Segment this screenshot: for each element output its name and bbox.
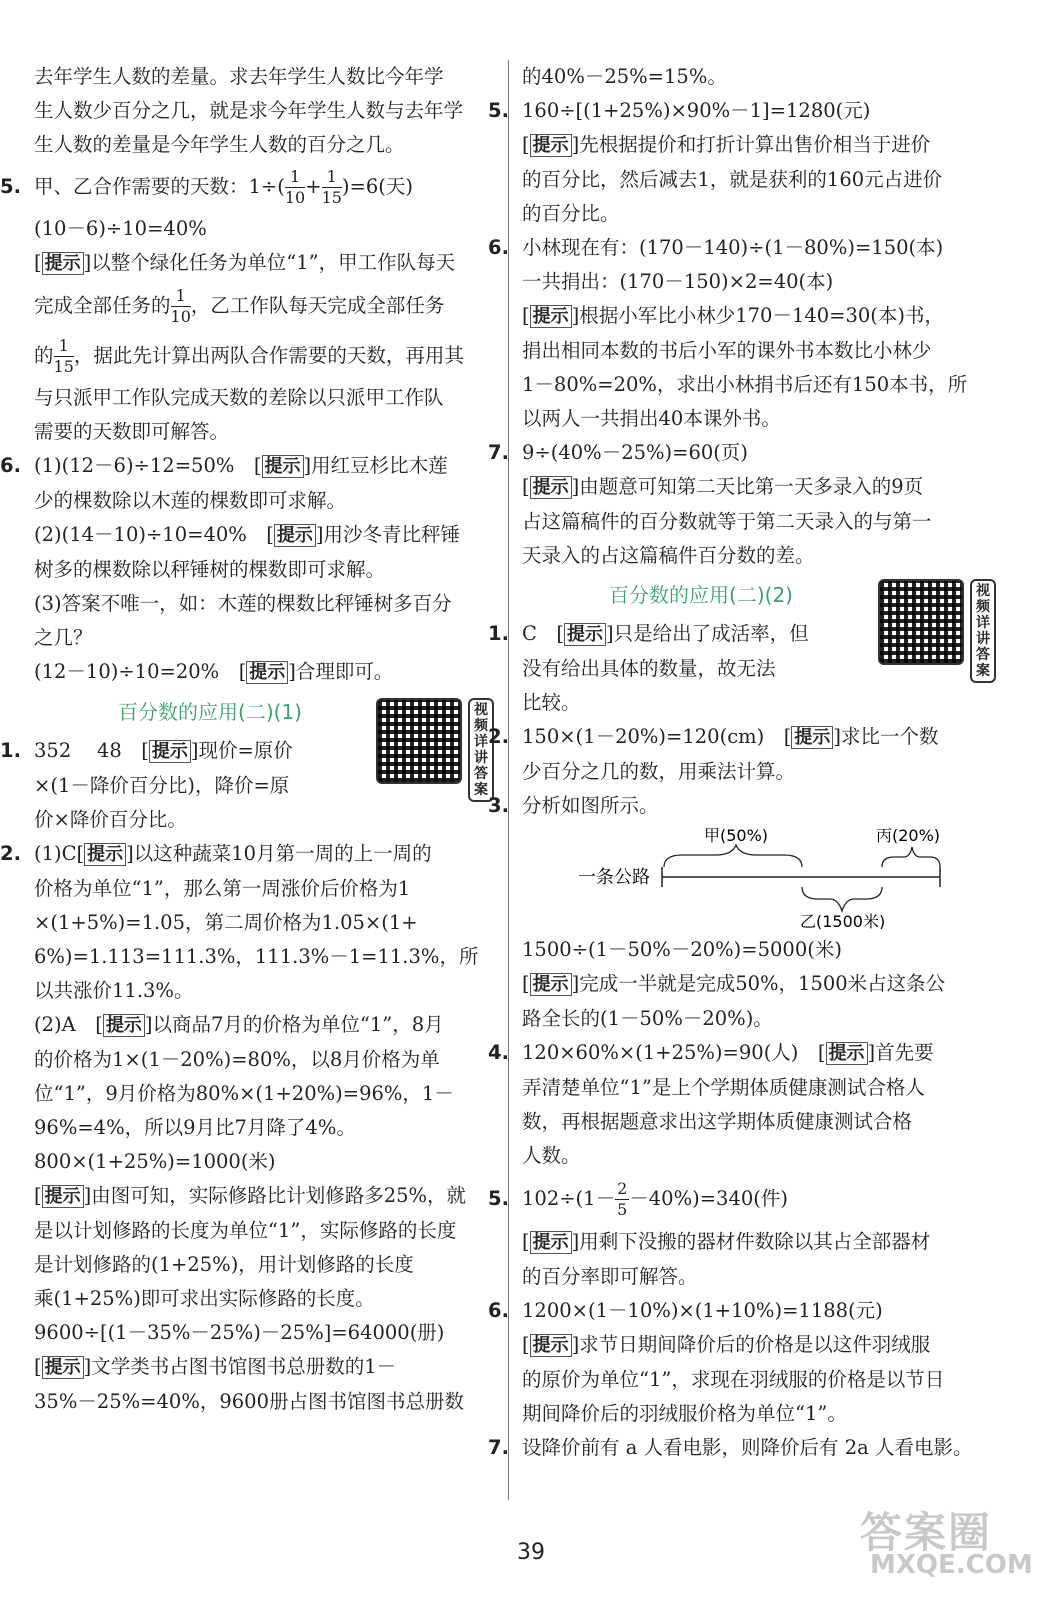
t2-line: 2. 150×(1－20%)=120(cm) [ 提示 ]求比一个数 [522,720,1000,755]
text-line: 35%－25%=40%，9600册占图书馆图书总册数 [34,1390,464,1413]
fraction: $\frac{1}{15}$ [53,336,74,376]
hint-label: 提示 [564,623,606,646]
text-line: 少的棵数除以木莲的棵数即可求解。 [34,489,347,512]
hint-line: [ 提示 ]由图可知，实际修路比计划修路多25%，就 [34,1184,467,1207]
hint-label: 提示 [530,1334,572,1357]
watermark-logo: 答案圈 [860,1508,993,1557]
item-number: 5. [488,1187,509,1210]
item-number: 5. [488,99,509,122]
text-line: 6%)=1.113=111.3%，111.3%－1=11.3%，所 [34,945,479,968]
qr-caption: 视频详讲答案 [468,698,494,802]
hint-line: 的 $\frac{1}{15}$ ，据此先计算出两队合作需要的天数，再用其 [34,336,464,376]
hint-line: [ 提示 ]先根据提价和打折计算出售价相当于进价 [522,133,931,156]
diagram-jia-label: 甲(50%) [704,826,769,845]
text-line: 价×降价百分比。 [34,808,187,831]
hint-line: [ 提示 ]根据小军比小林少170－140=30(本)书， [522,304,945,327]
s2-line: (2)A [ 提示 ]以商品7月的价格为单位“1”，8月 [34,1013,444,1036]
text-line: 以共涨价11.3%。 [34,979,194,1002]
hint-line: [ 提示 ]完成一半就是完成50%，1500米占这条公 [522,972,946,995]
text-line: 比较。 [522,691,581,714]
text-line: 以两人一共捐出40本课外书。 [522,407,781,430]
hint-line: [ 提示 ]以整个绿化任务为单位“1”，甲工作队每天 [34,251,456,274]
item-number: 4. [488,1041,509,1064]
text-line: 没有给出具体的数量，故无法 [522,657,776,680]
hint-label: 提示 [262,455,304,478]
text-line: 位“1”，9月价格为80%×(1+20%)=96%，1－ [34,1082,454,1105]
t5-line: 5. 102÷(1－ $\frac{2}{5}$ －40%)=340(件) [522,1173,1000,1225]
item-number: 5. [0,175,21,198]
text-line: 树多的棵数除以秤锤树的棵数即可求解。 [34,558,386,581]
diagram-bing-label: 丙(20%) [876,826,941,845]
s1-line: 1. 352 48 [ 提示 ]现价=原价 [34,734,366,769]
text-line: (10－6)÷10=40% [34,217,207,240]
hint-label: 提示 [103,1014,145,1037]
text: 甲、乙合作需要的天数：1÷( [34,175,285,198]
brace-yi [802,887,882,911]
fraction: $\frac{1}{15}$ [321,167,342,207]
hint-label: 提示 [149,740,191,763]
text-line: 的百分比，然后减去1，就是获利的160元占进价 [522,168,943,191]
hint-label: 提示 [530,973,572,996]
hint-line: [ 提示 ]由题意可知第二天比第一天多录入的9页 [522,475,924,498]
item-number: 1. [488,622,509,645]
road-diagram [522,823,1000,933]
text-line: 一共捐出：(170－150)×2=40(本) [522,270,834,293]
text: + [305,175,322,198]
r6-line: 6. 小林现在有：(170－140)÷(1－80%)=150(本) [522,231,1000,265]
text-line: 生人数的差量是今年学生人数的百分之几。 [34,133,405,156]
text-line: 数，再根据题意求出这学期体质健康测试合格 [522,1110,913,1133]
t6-line: 6. 1200×(1－10%)×(1+10%)=1188(元) [522,1294,1000,1328]
text-line: 是以计划修路的长度为单位“1”，实际修路的长度 [34,1219,457,1242]
road-diagram-svg [522,823,1000,933]
item-number: 2. [0,842,21,865]
qr-code-icon[interactable] [878,579,964,665]
text-line: 占这篇稿件的百分数就等于第二天录入的与第一 [522,510,932,533]
text-line: 的百分率即可解答。 [522,1265,698,1288]
section-title: 百分数的应用(二)(1) [118,700,302,724]
fraction: $\frac{1}{10}$ [284,167,306,207]
t4-line: 4. 120×60%×(1+25%)=90(人) [ 提示 ]首先要 [522,1036,1000,1071]
text-line: 9600÷[(1－35%－25%)－25%]=64000(册) [34,1321,445,1344]
text-line: 乘(1+25%)即可求出实际修路的长度。 [34,1287,375,1310]
text-line: 的原价为单位“1”，求现在羽绒服的价格是以节日 [522,1368,945,1391]
text-line: 之几？ [34,626,93,649]
text-line: 生人数少百分之几，就是求今年学生人数与去年学 [34,99,464,122]
fraction: $\frac{2}{5}$ [617,1179,628,1219]
text-line: 是计划修路的(1+25%)，用计划修路的长度 [34,1253,414,1276]
q5-line [0,162,496,212]
hint-label: 提示 [246,661,288,684]
hint-label: 提示 [42,1356,84,1379]
column-divider [508,60,509,1500]
brace-bing [882,847,940,867]
text-line: 800×(1+25%)=1000(米) [34,1150,276,1173]
hint-label: 提示 [530,305,572,328]
text-line: 捐出相同本数的书后小军的课外书本数比小林少 [522,339,932,362]
item-number: 2. [488,725,509,748]
text-line: 期间降价后的羽绒服价格为单位“1”。 [522,1402,847,1425]
t3-line: 3. 分析如图所示。 [522,789,1000,823]
text-line: ×(1+5%)=1.05，第二周价格为1.05×(1+ [34,911,418,934]
item-number: 3. [488,794,509,817]
t1-line: 1. C [ 提示 ]只是给出了成活率，但 [522,617,860,652]
r5-line: 5. 160÷[(1+25%)×90%－1]=1280(元) [522,94,1000,128]
watermark-url: MXQE.COM [870,1550,1033,1580]
brace-jia [664,845,802,867]
qr-code-icon[interactable] [376,698,462,784]
hint-label: 提示 [791,726,833,749]
section-title: 百分数的应用(二)(2) [609,583,793,607]
hint-label: 提示 [530,134,572,157]
text-line: 的百分比。 [522,202,620,225]
left-column [0,60,496,1419]
hint-label: 提示 [530,1231,572,1254]
text-line: 96%=4%，所以9月比7月降了4%。 [34,1116,356,1139]
item-number: 6. [0,454,21,477]
hint-line: 完成全部任务的 $\frac{1}{10}$ ，乙工作队每天完成全部任务 [34,286,445,326]
qr-caption: 视频详讲答案 [970,579,996,683]
hint-label: 提示 [826,1042,868,1065]
text-line: 1－80%=20%，求出小林捐书后还有150本书，所 [522,373,968,396]
text: )=6(天) [341,175,413,198]
text-line: 弄清楚单位“1”是上个学期体质健康测试合格人 [522,1076,925,1099]
text-line: 去年学生人数的差量。求去年学生人数比今年学 [34,65,444,88]
hint-line: [ 提示 ]用剩下没搬的器材件数除以其占全部器材 [522,1230,931,1253]
text-line: (3)答案不唯一，如：木莲的棵数比秤锤树多百分 [34,592,452,615]
hint-label: 提示 [530,476,572,499]
text: 以整个绿化任务为单位“1”，甲工作队每天 [91,251,456,274]
r7-line: 7. 9÷(40%－25%)=60(页) [522,436,1000,470]
hint-label: 提示 [42,1185,84,1208]
item-number: 7. [488,441,509,464]
hint-label: 提示 [42,252,84,275]
s2-line: 2. (1)C[ 提示 ]以这种蔬菜10月第一周的上一周的 [34,837,496,872]
text-line: 的价格为1×(1－20%)=80%，以8月价格为单 [34,1048,440,1071]
text-line: 价格为单位“1”，那么第一周涨价后价格为1 [34,877,411,900]
hint-line: [ 提示 ]求节日期间降价后的价格是以这件羽绒服 [522,1333,931,1356]
text-line: 与只派甲工作队完成天数的差除以只派甲工作队 [34,386,444,409]
page-number: 39 [517,1540,545,1565]
text-line: 1500÷(1－50%－20%)=5000(米) [522,938,842,961]
text-line: 少百分之几的数，用乘法计算。 [522,760,796,783]
text-line: 需要的天数即可解答。 [34,420,230,443]
diagram-yi-label: 乙(1500米) [800,912,886,931]
hint-label: 提示 [274,524,316,547]
fraction: $\frac{1}{10}$ [170,286,191,326]
t7-line: 7. 设降价前有 a 人看电影，则降价后有 2a 人看电影。 [522,1431,1000,1465]
item-number: 6. [488,236,509,259]
text-line: 天录入的占这篇稿件百分数的差。 [522,544,815,567]
hint-label: 提示 [84,843,126,866]
q6-line: (12－10)÷10=20% [ 提示 ]合理即可。 [34,660,394,683]
diagram-road-label: 一条公路 [578,867,650,888]
item-number: 1. [0,739,21,762]
q6-line: 6. (1)(12－6)÷12=50% [ 提示 ]用红豆杉比木莲 [34,449,496,484]
text-line: 路全长的(1－50%－20%)。 [522,1007,773,1030]
hint-line: [ 提示 ]文学类书占图书馆图书总册数的1－ [34,1355,397,1378]
item-number: 6. [488,1299,509,1322]
text-line: 人数。 [522,1144,581,1167]
text-line: 的40%－25%=15%。 [522,65,727,88]
item-number: 7. [488,1436,509,1459]
q6-line: (2)(14－10)÷10=40% [ 提示 ]用沙冬青比秤锤 [34,523,461,546]
text-line: ×(1－降价百分比)，降价=原 [34,774,290,797]
right-column [488,60,1000,1465]
